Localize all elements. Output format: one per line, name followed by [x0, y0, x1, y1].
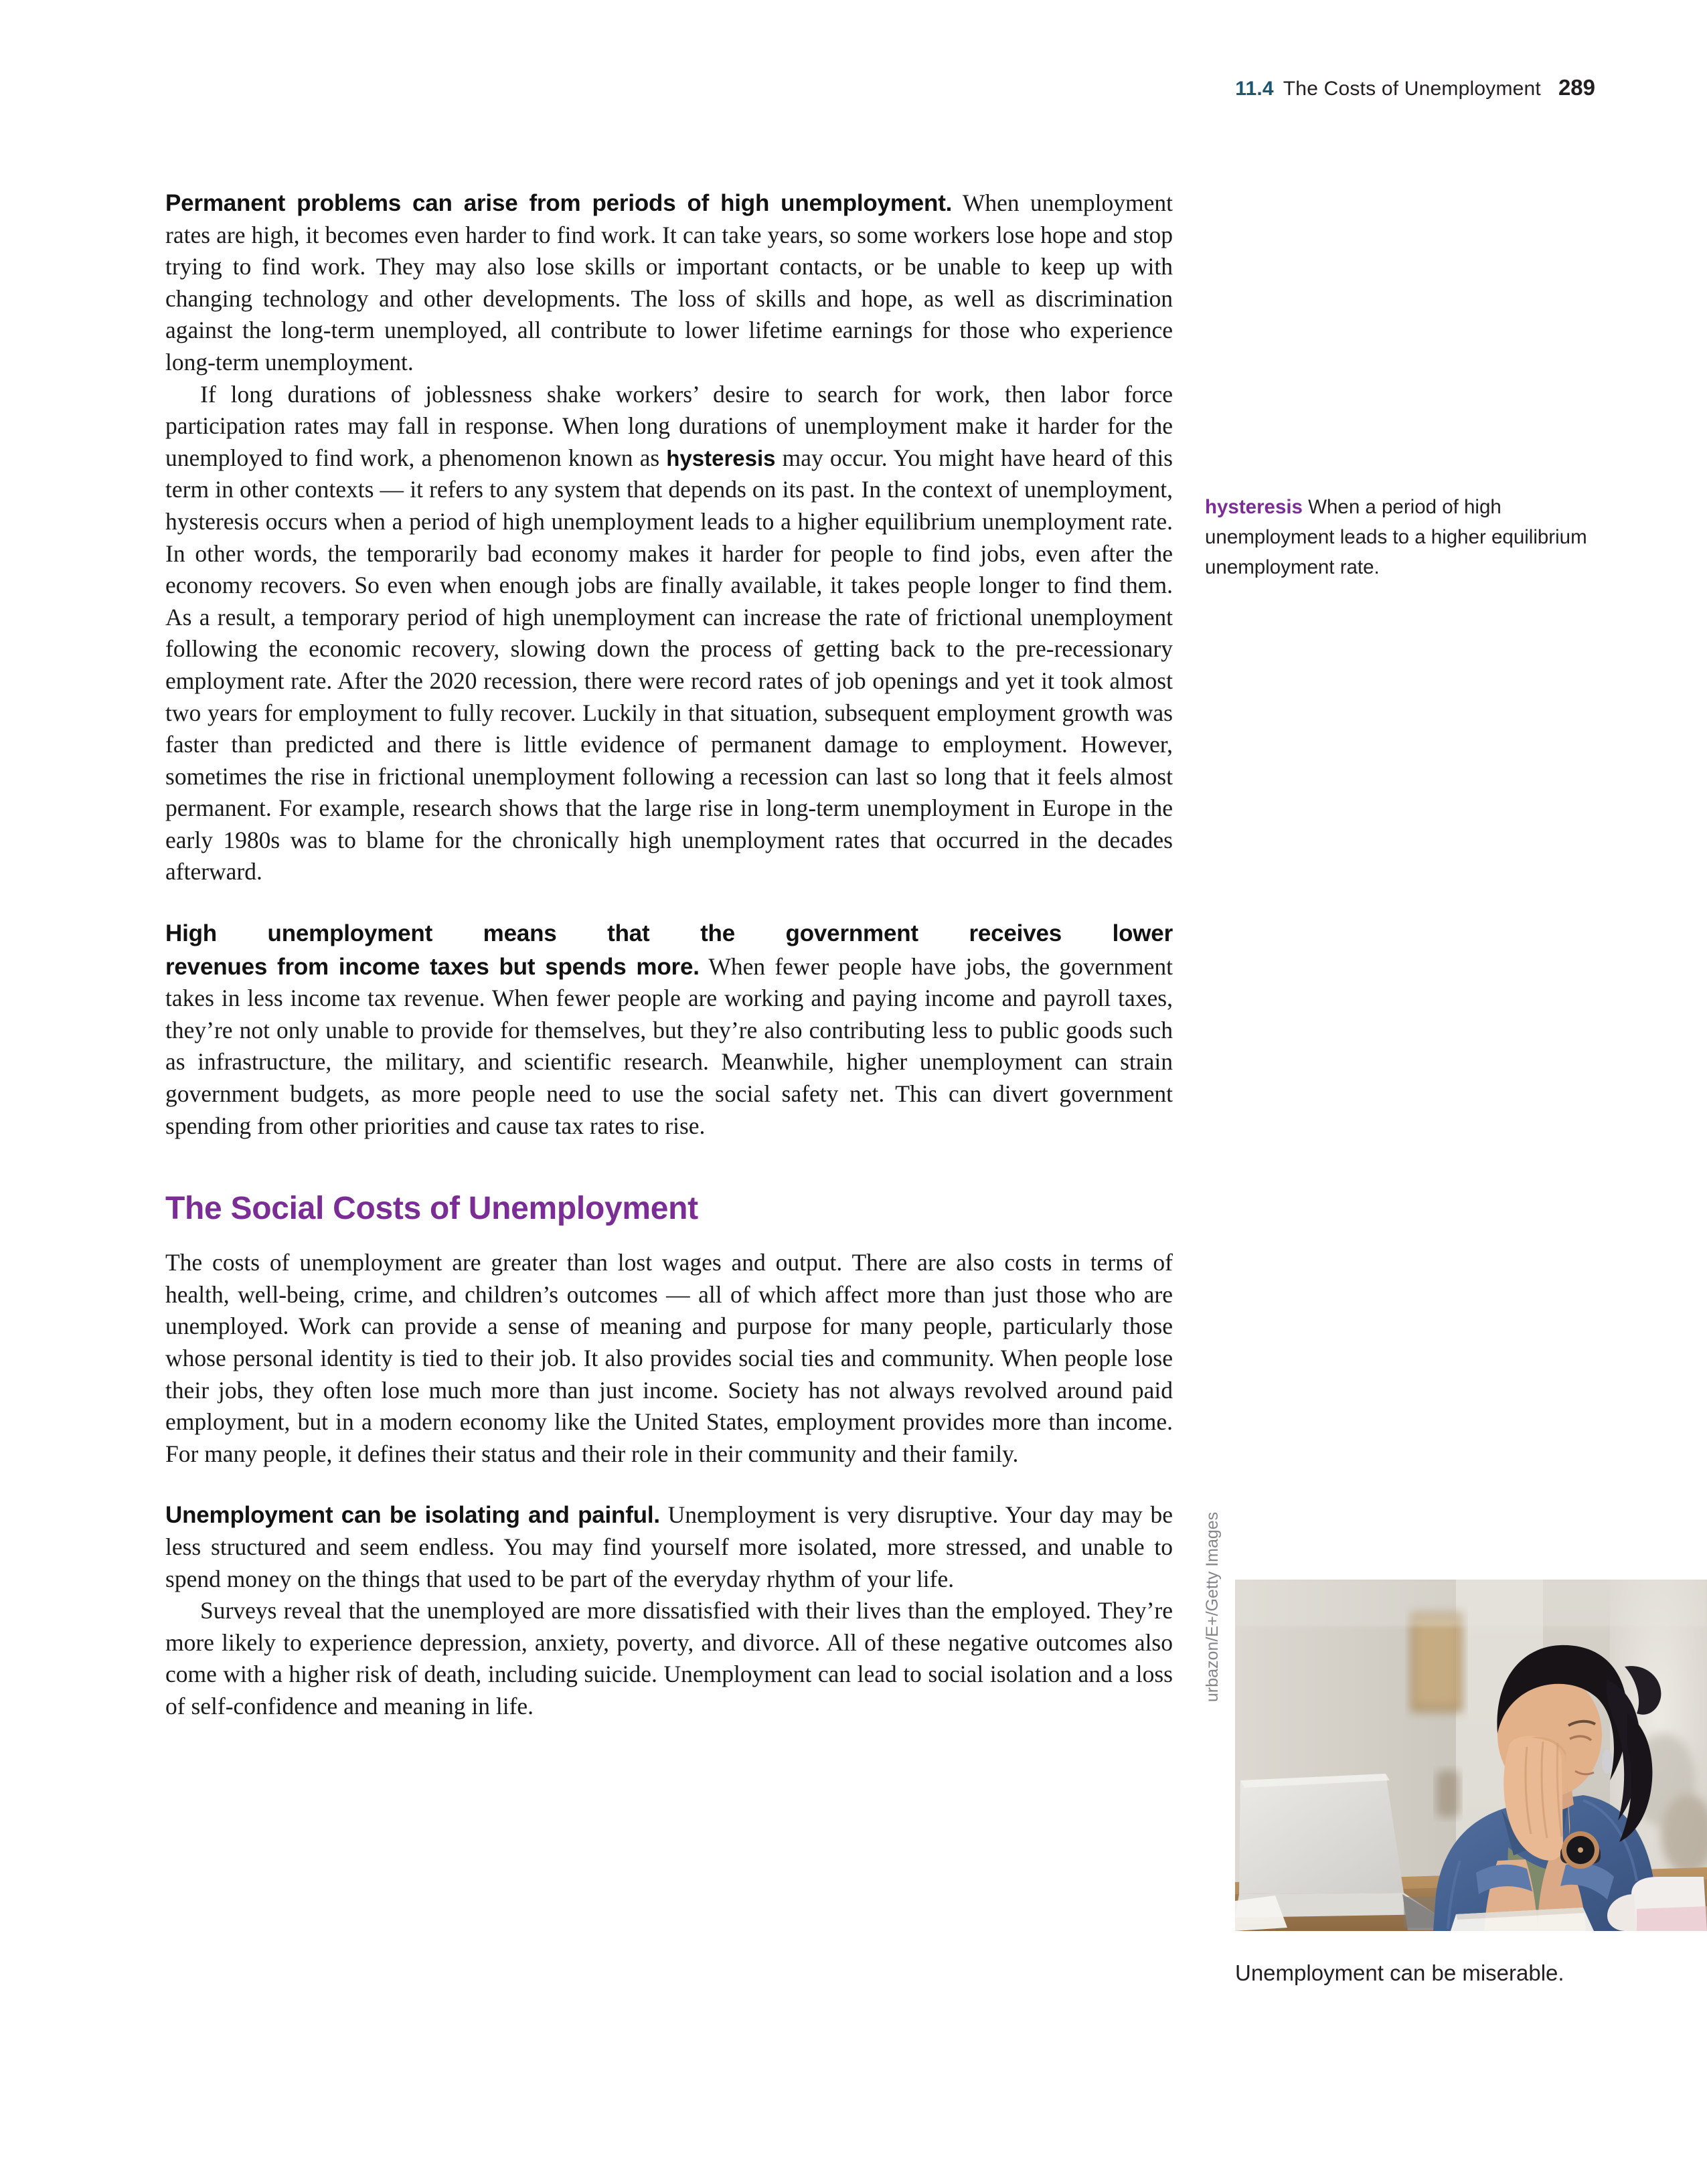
- photo-credit: urbazon/E+/Getty Images: [1203, 1511, 1222, 1702]
- running-head: [1235, 75, 1595, 100]
- paragraph-hysteresis: [165, 379, 1173, 889]
- glossary-definition: When a period of high unemployment leads to a higher equilibrium unemployment rate.: [1205, 496, 1587, 578]
- main-text-column: [165, 187, 1173, 1723]
- paragraph-lead-in: Unemployment can be isolating and painful.: [165, 1502, 660, 1529]
- paragraph-social-costs: [165, 1247, 1173, 1470]
- photo-artwork: [1235, 1580, 1707, 1931]
- section-heading-social-costs: The Social Costs of Unemployment: [165, 1191, 698, 1227]
- woman-stressed-at-laptop-photo: [1235, 1580, 1707, 1931]
- paragraph-lead-in-line1: High unemployment means that the government receives lower: [165, 920, 1173, 947]
- paragraph-government-revenues: [165, 918, 1173, 1142]
- paragraph-permanent-problems: [165, 187, 1173, 379]
- paragraph-text: Unemployment is very disruptive. Your day may be less structured and seem endless. You may find yourself more isolated, more stressed, and unable to spend money on the things that used to be part of the everyday rhythm of your life.: [165, 1501, 1173, 1592]
- paragraph-text: Surveys reveal that the unemployed are more dissatisfied with their lives than the employed. They’re more likely to experience depression, anxiety, poverty, and divorce. All of these negative outcomes also come with a higher risk of death, including suicide. Unemployment can lead to social isolation and a loss of self-confidence and meaning in life.: [165, 1597, 1173, 1719]
- key-term-hysteresis: hysteresis: [666, 445, 776, 471]
- paragraph-isolating-painful: [165, 1499, 1173, 1595]
- paragraph-text-after-term: may occur. You might have heard of this term in other contexts — it refers to any system that depends on its past. In the context of unemployment, hysteresis occurs when a period of high unemployment leads to a higher equilibrium unemployment rate. In other words, the temporarily bad economy makes it harder for people to find jobs, even after the economy recovers. So even when enough jobs are finally available, it takes people longer to find them. As a result, a temporary period of high unemployment can increase the rate of frictional unemployment following the economic recovery, slowing down the process of getting back to the pre-recessionary employment rate. After the 2020 recession, there were record rates of job openings and yet it took almost two years for employment to fully recover. Luckily in that situation, subsequent employment growth was faster than predicted and there is little evidence of permanent damage to employment. However, sometimes the rise in frictional unemployment following a recession can last so long that it feels almost permanent. For example, research shows that the large rise in long-term unemployment in Europe in the early 1980s was to blame for the chronically high unemployment rates that occurred in the decades afterward.: [165, 444, 1173, 886]
- paragraph-text-before-term: If long durations of joblessness shake workers’ desire to search for work, then labor force participation rates may fall in response. When long durations of unemployment make it harder for the unemployed to find work, a phenomenon known as: [165, 380, 1173, 471]
- running-head-section-number: 11.4: [1235, 78, 1274, 100]
- paragraph-lead-in-line2: revenues from income taxes but spends more.: [165, 953, 700, 980]
- figure-photo-container: [1235, 1580, 1707, 1931]
- figure-caption: Unemployment can be miserable.: [1235, 1960, 1564, 1985]
- paragraph-surveys: [165, 1595, 1173, 1722]
- running-head-section-title: The Costs of Unemployment: [1283, 78, 1541, 100]
- paragraph-text: When fewer people have jobs, the government takes in less income tax revenue. When fewer people are working and paying income and payroll taxes, they’re not only unable to provide for themselves, but they’re also contributing less to public goods such as infrastructure, the military, and scientific research. Meanwhile, higher unemployment can strain government budgets, as more people need to use the social safety net. This can divert government spending from other priorities and cause tax rates to rise.: [165, 952, 1173, 1139]
- paragraph-lead-in: Permanent problems can arise from periods of high unemployment.: [165, 190, 953, 216]
- glossary-term: hysteresis: [1205, 496, 1303, 518]
- paragraph-text: The costs of unemployment are greater than lost wages and output. There are also costs in terms of health, well-being, crime, and children’s outcomes — all of which affect more than just those who are unemployed. Work can provide a sense of meaning and purpose for many people, particularly those whose personal identity is tied to their job. It also provides social ties and community. When people lose their jobs, they often lose much more than just income. Society has not always revolved around paid employment, but in a modern economy like the United States, employment provides more than income. For many people, it defines their status and their role in their community and their family.: [165, 1249, 1173, 1467]
- glossary-note: [1205, 492, 1607, 582]
- page-number: 289: [1558, 75, 1595, 100]
- paragraph-text: When unemployment rates are high, it becomes even harder to find work. It can take years, so some workers lose hope and stop trying to find work. They may also lose skills or important contacts, or be unable to keep up with changing technology and other developments. The loss of skills and hope, as well as discrimination against the long-term unemployed, all contribute to lower lifetime earnings for those who experience long-term unemployment.: [165, 189, 1173, 375]
- margin-column: [1205, 492, 1607, 582]
